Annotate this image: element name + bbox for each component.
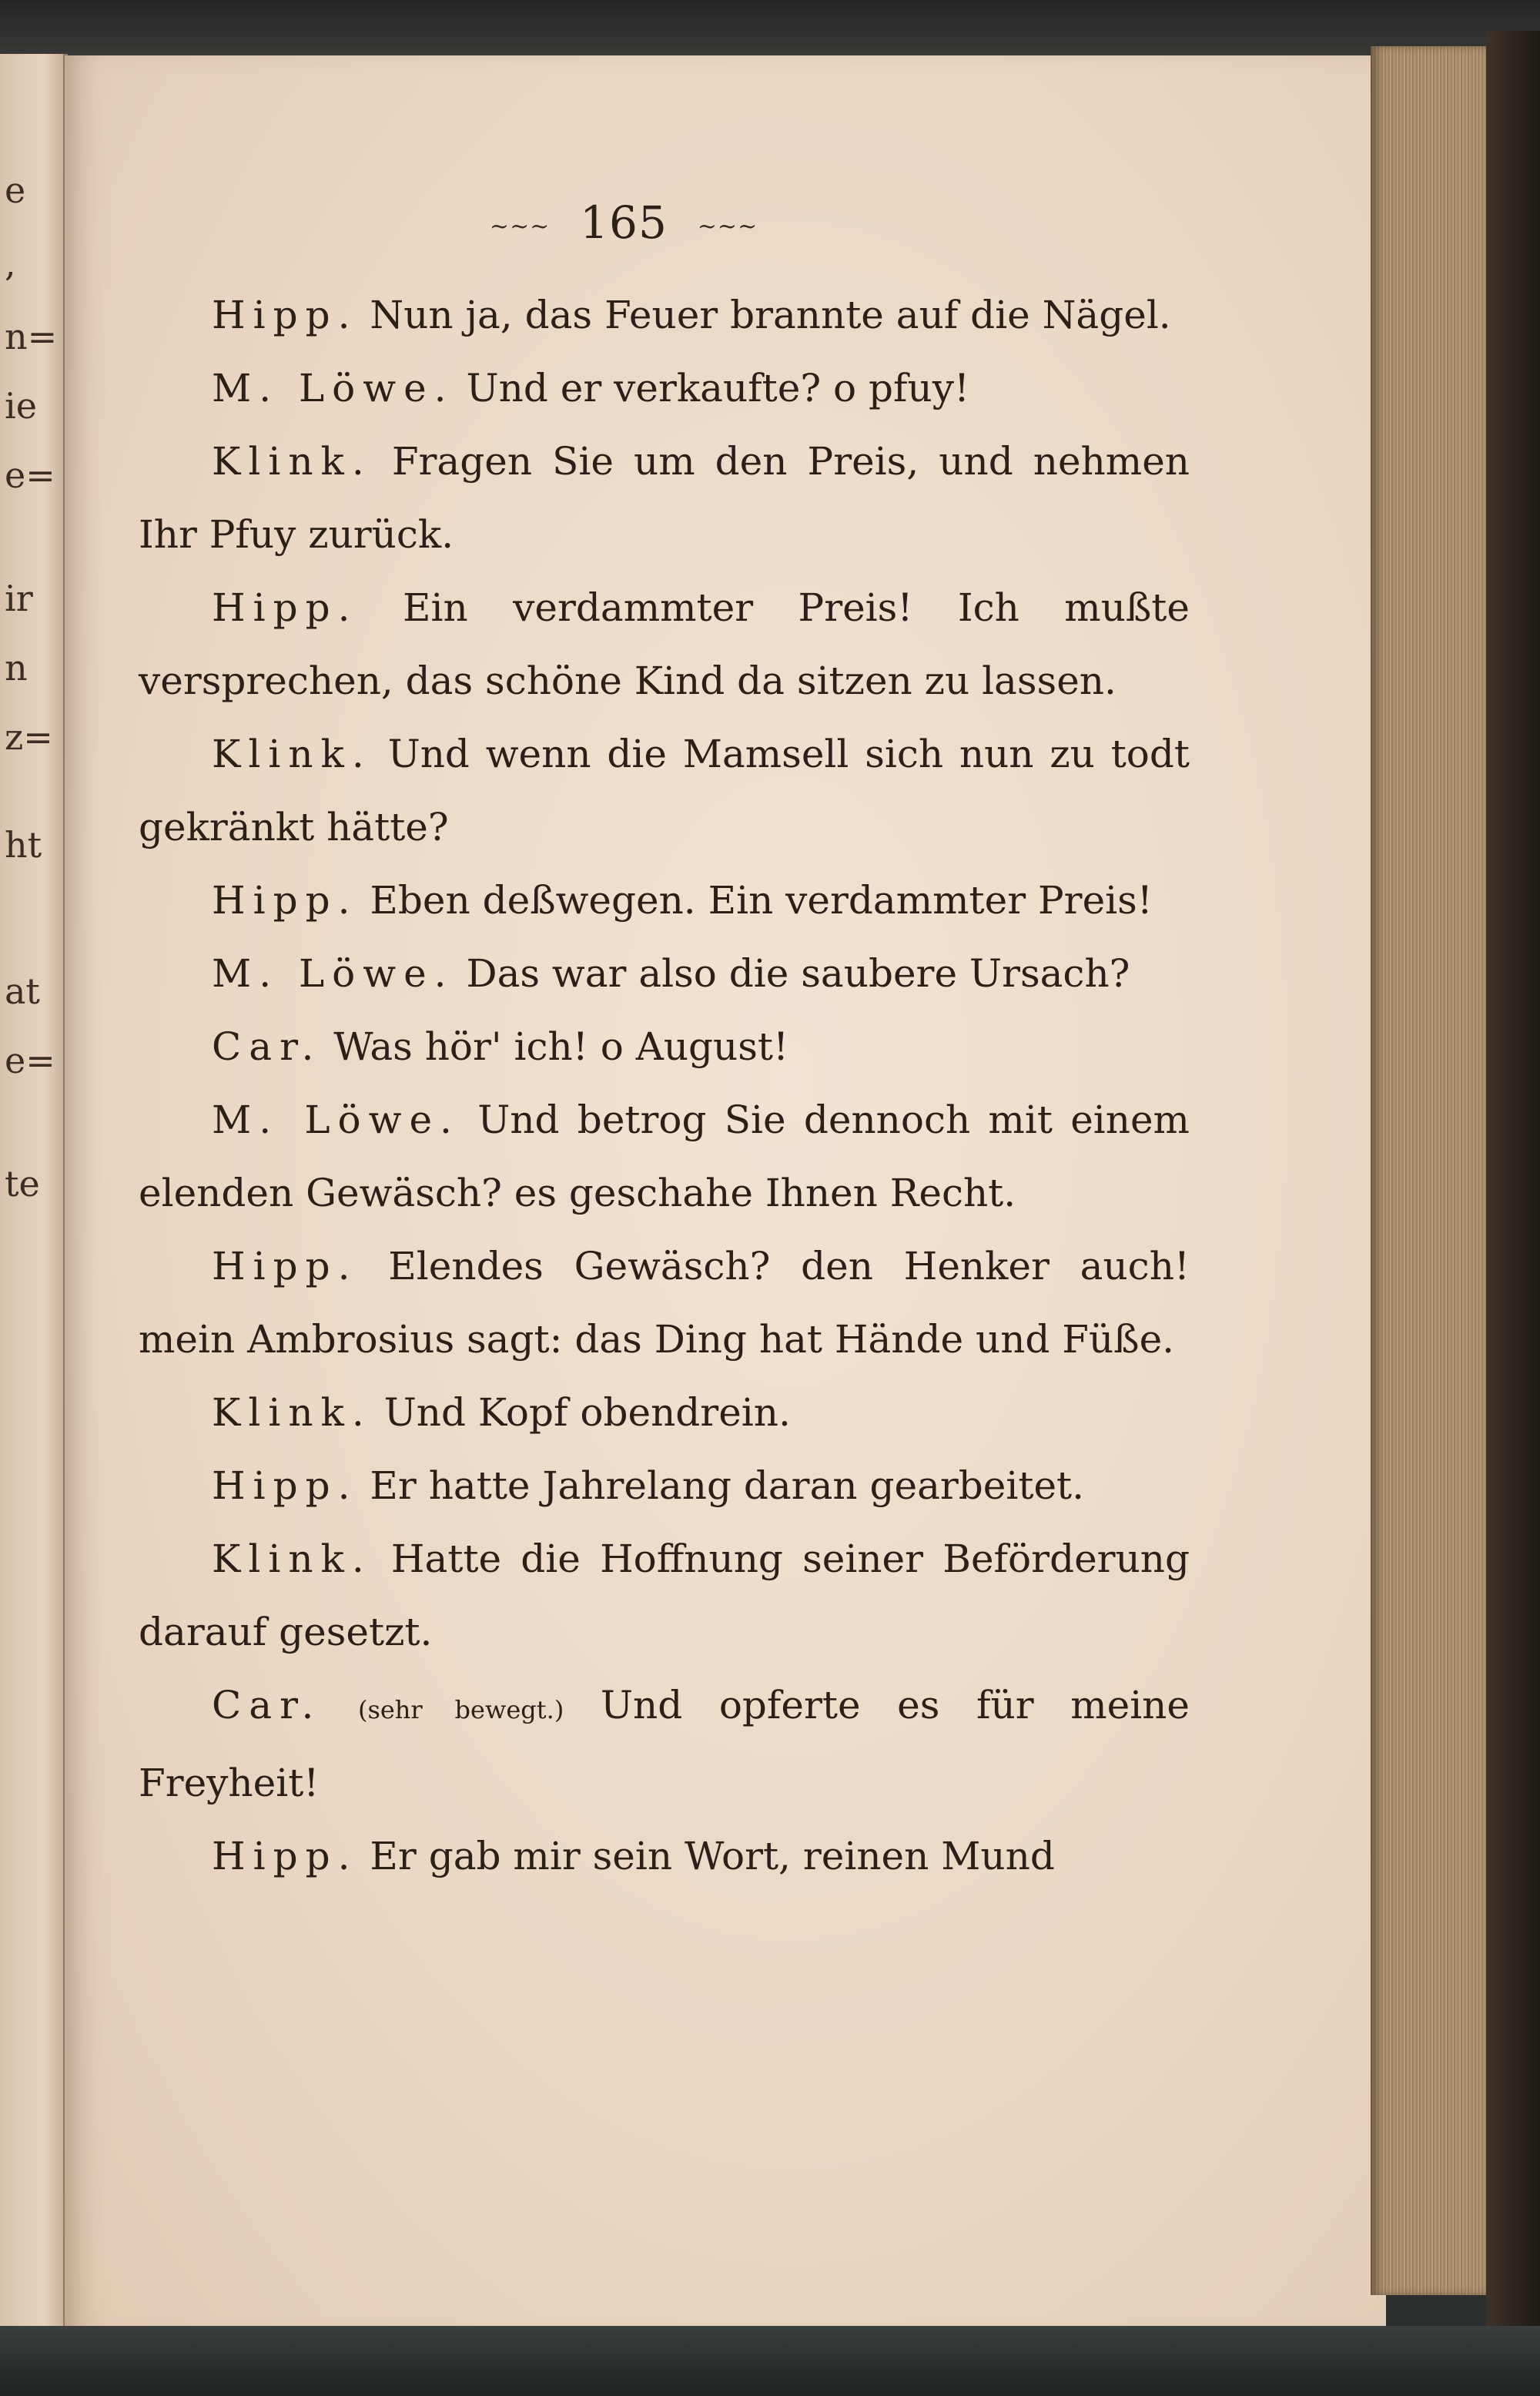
book-cover-bottom (0, 2326, 1540, 2396)
dialogue-line: Hatte die Hoffnung seiner Beförderung darauf gesetzt. (139, 1536, 1190, 1654)
header-ornament-right: ~~~ (697, 213, 758, 240)
stage-direction: (sehr bewegt.) (357, 1695, 564, 1724)
left-page-fragment: ir (5, 578, 33, 619)
left-page-fragment: , (5, 243, 16, 284)
dialogue-line: Was hör' ich! o August! (333, 1024, 789, 1069)
speaker-name: Hipp. (212, 1244, 358, 1288)
dialogue-paragraph (139, 1230, 1190, 1376)
speaker-name: Klink. (212, 439, 372, 484)
dialogue-line: Und betrog Sie dennoch mit einem elenden Gewäsch? es geschahe Ihnen Recht. (139, 1097, 1190, 1215)
left-page-fragment: e= (5, 454, 55, 496)
book-cover-right (1486, 31, 1540, 2341)
left-page-fragment: te (5, 1163, 40, 1205)
speaker-name: Klink. (212, 732, 372, 776)
dialogue-line: Elendes Gewäsch? den Henker auch! mein Ambrosius sagt: das Ding hat Hände und Füße. (139, 1244, 1190, 1362)
speaker-name: Hipp. (212, 878, 358, 923)
left-page-fragment: e= (5, 1040, 55, 1081)
dialogue-line: Und er verkaufte? o pfuy! (466, 366, 970, 411)
left-page-fragment: ie (5, 385, 37, 427)
book-cover-top (0, 0, 1540, 62)
dialogue-line: Ein verdammter Preis! Ich mußte versprechen, das schöne Kind da sitzen zu lassen. (139, 585, 1190, 703)
dialogue-line: Eben deßwegen. Ein verdammter Preis! (370, 878, 1153, 923)
speaker-name: Hipp. (212, 585, 358, 630)
dialogue-paragraph (139, 1669, 1190, 1820)
dialogue-paragraph (139, 1084, 1190, 1230)
header-ornament-left: ~~~ (489, 213, 551, 240)
speaker-name: Hipp. (212, 293, 358, 337)
running-header (431, 196, 816, 249)
dialogue-paragraph (139, 1523, 1190, 1669)
dialogue-paragraph (139, 718, 1190, 864)
speaker-name: Hipp. (212, 1834, 358, 1878)
dialogue-paragraph (139, 1820, 1190, 1893)
left-page-fragment: n (5, 647, 28, 689)
dialogue-line: Er hatte Jahrelang daran gearbeitet. (370, 1463, 1085, 1508)
left-page-fragment: e (5, 169, 26, 211)
dialogue-line: Das war also die saubere Ursach? (466, 951, 1130, 996)
page-number: 165 (580, 196, 668, 249)
dialogue-paragraph (139, 1376, 1190, 1449)
speaker-name: Hipp. (212, 1463, 358, 1508)
dialogue-paragraph (139, 279, 1190, 352)
dialogue-line: Er gab mir sein Wort, reinen Mund (370, 1834, 1055, 1878)
dialogue-paragraph (139, 571, 1190, 718)
speaker-name: Klink. (212, 1390, 372, 1435)
speaker-name: Car. (212, 1024, 322, 1069)
dialogue-line: Fragen Sie um den Preis, und nehmen Ihr Pfuy zurück. (139, 439, 1190, 557)
dialogue-line: Nun ja, das Feuer brannte auf die Nägel. (370, 293, 1171, 337)
left-page-fragment: at (5, 970, 40, 1012)
speaker-name: M. Löwe. (212, 1097, 460, 1142)
left-page-fragment: z= (5, 716, 53, 758)
dialogue-paragraph (139, 352, 1190, 425)
dialogue-line: Und wenn die Mamsell sich nun zu todt gekränkt hätte? (139, 732, 1190, 849)
dialogue-paragraph (139, 937, 1190, 1010)
dialogue-paragraph (139, 864, 1190, 937)
page-body-text (139, 279, 1190, 1893)
speaker-name: Klink. (212, 1536, 372, 1581)
dialogue-paragraph (139, 1010, 1190, 1084)
dialogue-paragraph (139, 425, 1190, 571)
left-page-fragment: n= (5, 316, 58, 357)
speaker-name: Car. (212, 1683, 322, 1727)
speaker-name: M. Löwe. (212, 366, 454, 411)
dialogue-line: Und Kopf obendrein. (383, 1390, 791, 1435)
speaker-name: M. Löwe. (212, 951, 454, 996)
dialogue-line: Und opferte es für meine Freyheit! (139, 1683, 1190, 1805)
page-block-fore-edge (1371, 46, 1486, 2295)
left-facing-page (0, 54, 68, 2326)
left-page-fragment: ht (5, 824, 42, 866)
dialogue-paragraph (139, 1449, 1190, 1523)
